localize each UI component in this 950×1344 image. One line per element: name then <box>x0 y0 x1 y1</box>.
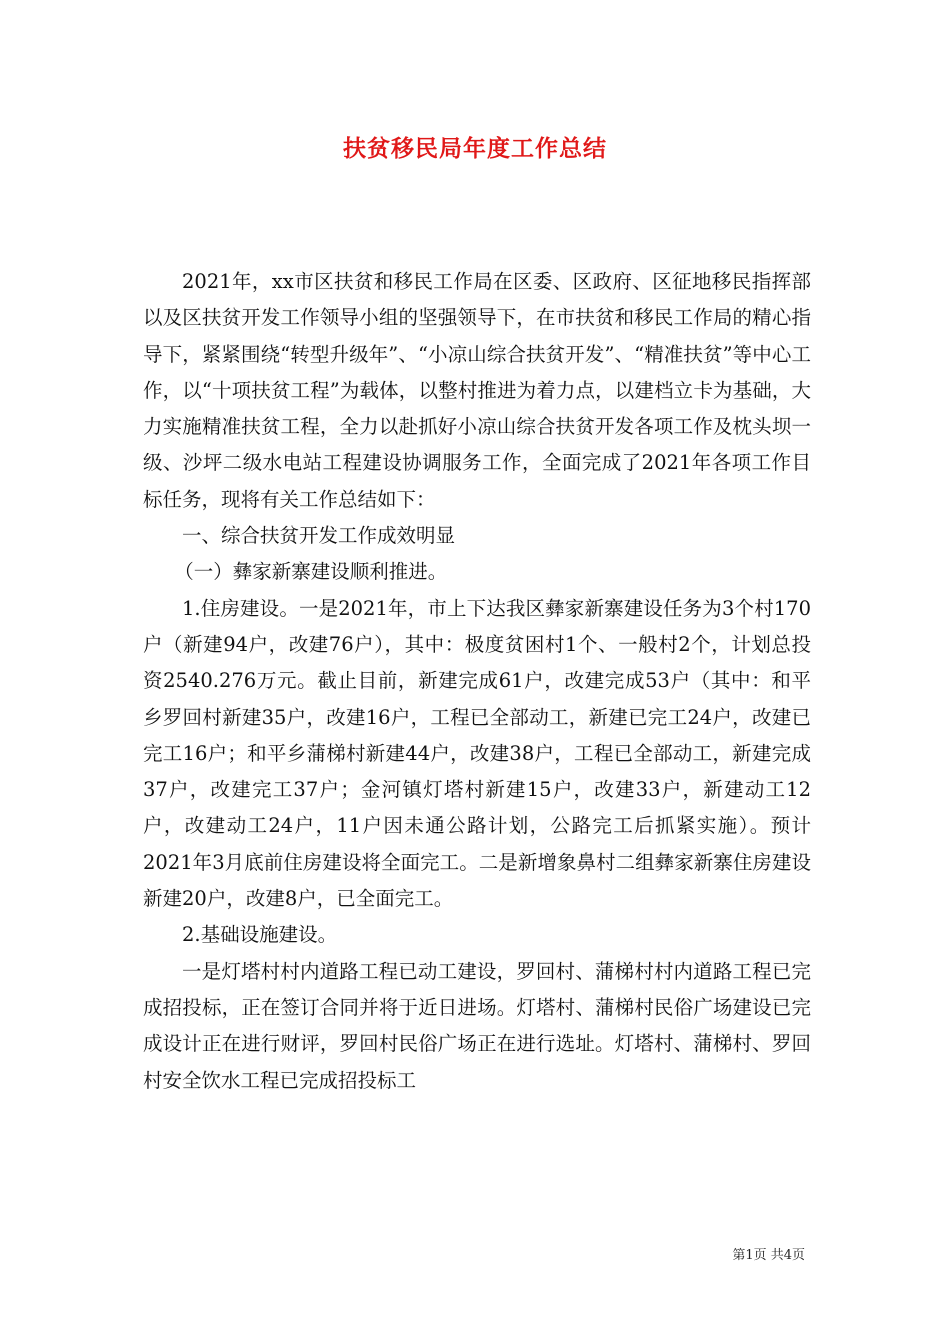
page-number-footer: 第1页 共4页 <box>732 1248 805 1263</box>
paragraph-housing: 1.住房建设。一是2021年，市上下达我区彝家新寨建设任务为3个村170户（新建94户，改建76户），其中：极度贫困村1个、一般村2个，计划总投资2540.276万元。截止目前，新建完成61户，改建完成53户（其中：和平乡罗回村新建35户，改建16户，工程已全部动工，新建已完工24户，改建已完工16户；和平乡蒲梯村新建44户，改建38户，工程已全部动工，新建完成37户，改建完工37户；金河镇灯塔村新建15户，改建33户，新建动工12户，改建动工24户，11户因未通公路计划，公路完工后抓紧实施）。预计2021年3月底前住房建设将全面完工。二是新增象鼻村二组彝家新寨住房建设新建20户，改建8户，已全面完工。 <box>143 596 811 911</box>
item-heading-infrastructure: 2.基础设施建设。 <box>182 923 338 947</box>
paragraph-intro: 2021年，xx市区扶贫和移民工作局在区委、区政府、区征地移民指挥部以及区扶贫开发工作领导小组的坚强领导下，在市扶贫和移民工作局的精心指导下，紧紧围绕“转型升级年”、“小凉山综合扶贫开发”、“精准扶贫”等中心工作，以“十项扶贫工程”为载体，以整村推进为着力点，以建档立卡为基础，大力实施精准扶贫工程，全力以赴抓好小凉山综合扶贫开发各项工作及枕头坝一级、沙坪二级水电站工程建设协调服务工作，全面完成了2021年各项工作目标任务，现将有关工作总结如下： <box>143 270 811 511</box>
section-heading-1: 一、综合扶贫开发工作成效明显 <box>182 524 456 548</box>
subsection-heading-1: （一）彝家新寨建设顺利推进。 <box>174 560 448 584</box>
document-title: 扶贫移民局年度工作总结 <box>343 136 607 162</box>
paragraph-infrastructure: 一是灯塔村村内道路工程已动工建设，罗回村、蒲梯村村内道路工程已完成招投标，正在签订合同并将于近日进场。灯塔村、蒲梯村民俗广场建设已完成设计正在进行财评，罗回村民俗广场正在进行选址。灯塔村、蒲梯村、罗回村安全饮水工程已完成招投标工 <box>143 959 811 1092</box>
document-body <box>143 264 811 1099</box>
